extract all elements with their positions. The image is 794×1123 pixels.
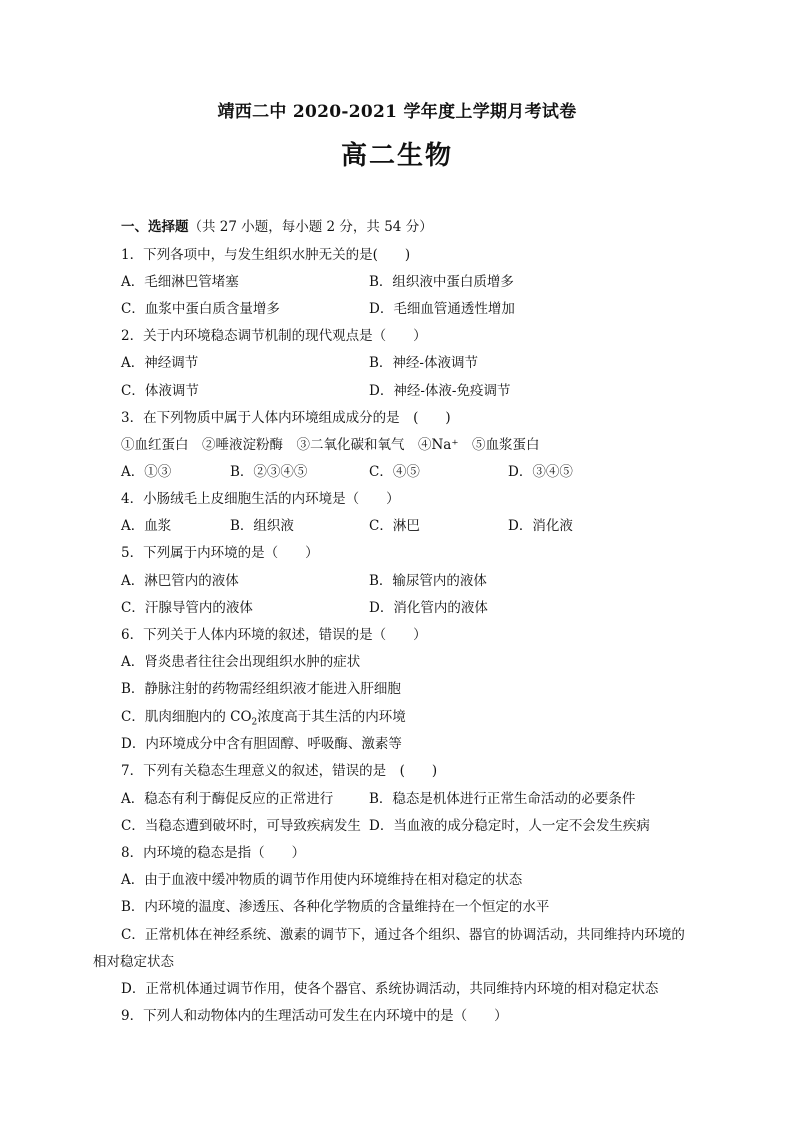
question-2-option-d: D．神经-体液-免疫调节: [369, 383, 511, 399]
question-2-option-c: C．体液调节: [121, 383, 199, 399]
question-9-stem: 9．下列人和动物体内的生理活动可发生在内环境中的是（ ）: [121, 1008, 508, 1024]
question-3-stem: 3．在下列物质中属于人体内环境组成成分的是 ( ): [121, 410, 451, 426]
question-6-option-a: A．肾炎患者往往会出现组织水肿的症状: [121, 654, 361, 670]
question-6-stem: 6．下列关于人体内环境的叙述，错误的是（ ）: [121, 627, 427, 643]
question-8-stem: 8．内环境的稳态是指（ ）: [121, 845, 306, 861]
question-3-items: ①血红蛋白 ②唾液淀粉酶 ③二氧化碳和氧气 ④Na⁺ ⑤血浆蛋白: [121, 437, 540, 453]
question-2-stem: 2．关于内环境稳态调节机制的现代观点是（ ）: [121, 328, 427, 344]
question-5-option-a: A．淋巴管内的液体: [121, 573, 239, 589]
question-3-option-a: A．①③: [121, 464, 172, 480]
question-8-option-c: C．正常机体在神经系统、激素的调节下，通过各个组织、器官的协调活动，共同维持内环境的: [121, 927, 685, 943]
question-4-stem: 4．小肠绒毛上皮细胞生活的内环境是（ ）: [121, 491, 400, 507]
section-title: 一、选择题: [121, 219, 189, 235]
question-8-option-a: A．由于血液中缓冲物质的调节作用使内环境维持在相对稳定的状态: [121, 872, 523, 888]
question-8-option-d: D．正常机体通过调节作用，使各个器官、系统协调活动，共同维持内环境的相对稳定状态: [121, 981, 659, 997]
question-6-option-d: D．内环境成分中含有胆固醇、呼吸酶、激素等: [121, 736, 402, 752]
question-2-option-b: B．神经-体液调节: [369, 355, 478, 371]
question-6-option-c: [121, 708, 406, 732]
question-1-option-a: A．毛细淋巴管堵塞: [121, 274, 239, 290]
question-4-option-c: C．淋巴: [369, 518, 420, 534]
question-7-option-b: B．稳态是机体进行正常生命活动的必要条件: [369, 791, 636, 807]
question-2-option-a: A．神经调节: [121, 355, 199, 371]
question-6-option-c-pre: C．肌肉细胞内的 CO: [121, 709, 252, 725]
question-8-option-b: B．内环境的温度、渗透压、各种化学物质的含量维持在一个恒定的水平: [121, 899, 550, 915]
section-heading: [121, 218, 433, 236]
question-7-option-c: C．当稳态遭到破坏时，可导致疾病发生: [121, 818, 361, 834]
question-7-option-a: A．稳态有利于酶促反应的正常进行: [121, 791, 334, 807]
co2-subscript: 2: [251, 717, 258, 728]
question-1-stem: 1．下列各项中，与发生组织水肿无关的是( ): [121, 247, 411, 263]
question-4-option-b: B．组织液: [230, 518, 294, 534]
question-1-option-c: C．血浆中蛋白质含量增多: [121, 301, 280, 317]
question-4-option-a: A．血浆: [121, 518, 172, 534]
question-3-option-d: D．③④⑤: [508, 464, 573, 480]
question-7-option-d: D．当血液的成分稳定时，人一定不会发生疾病: [369, 818, 650, 834]
school-title: 靖西二中 2020-2021 学年度上学期月考试卷: [217, 102, 577, 122]
question-3-option-b: B．②③④⑤: [230, 464, 308, 480]
question-1-option-b: B．组织液中蛋白质增多: [369, 274, 514, 290]
question-5-option-c: C．汗腺导管内的液体: [121, 600, 253, 616]
question-5-option-d: D．消化管内的液体: [369, 600, 488, 616]
section-note: （共 27 小题，每小题 2 分，共 54 分）: [188, 219, 433, 235]
question-5-stem: 5．下列属于内环境的是（ ）: [121, 545, 319, 561]
question-3-option-c: C．④⑤: [369, 464, 420, 480]
question-1-option-d: D．毛细血管通透性增加: [369, 301, 515, 317]
question-4-option-d: D．消化液: [508, 518, 573, 534]
question-6-option-b: B．静脉注射的药物需经组织液才能进入肝细胞: [121, 681, 401, 697]
subject-title: 高二生物: [340, 141, 453, 171]
question-8-option-c-continued: 相对稳定状态: [93, 954, 174, 970]
question-5-option-b: B．输尿管内的液体: [369, 573, 487, 589]
question-7-stem: 7．下列有关稳态生理意义的叙述，错误的是 ( ): [121, 763, 438, 779]
question-6-option-c-post: 浓度高于其生活的内环境: [257, 709, 406, 725]
